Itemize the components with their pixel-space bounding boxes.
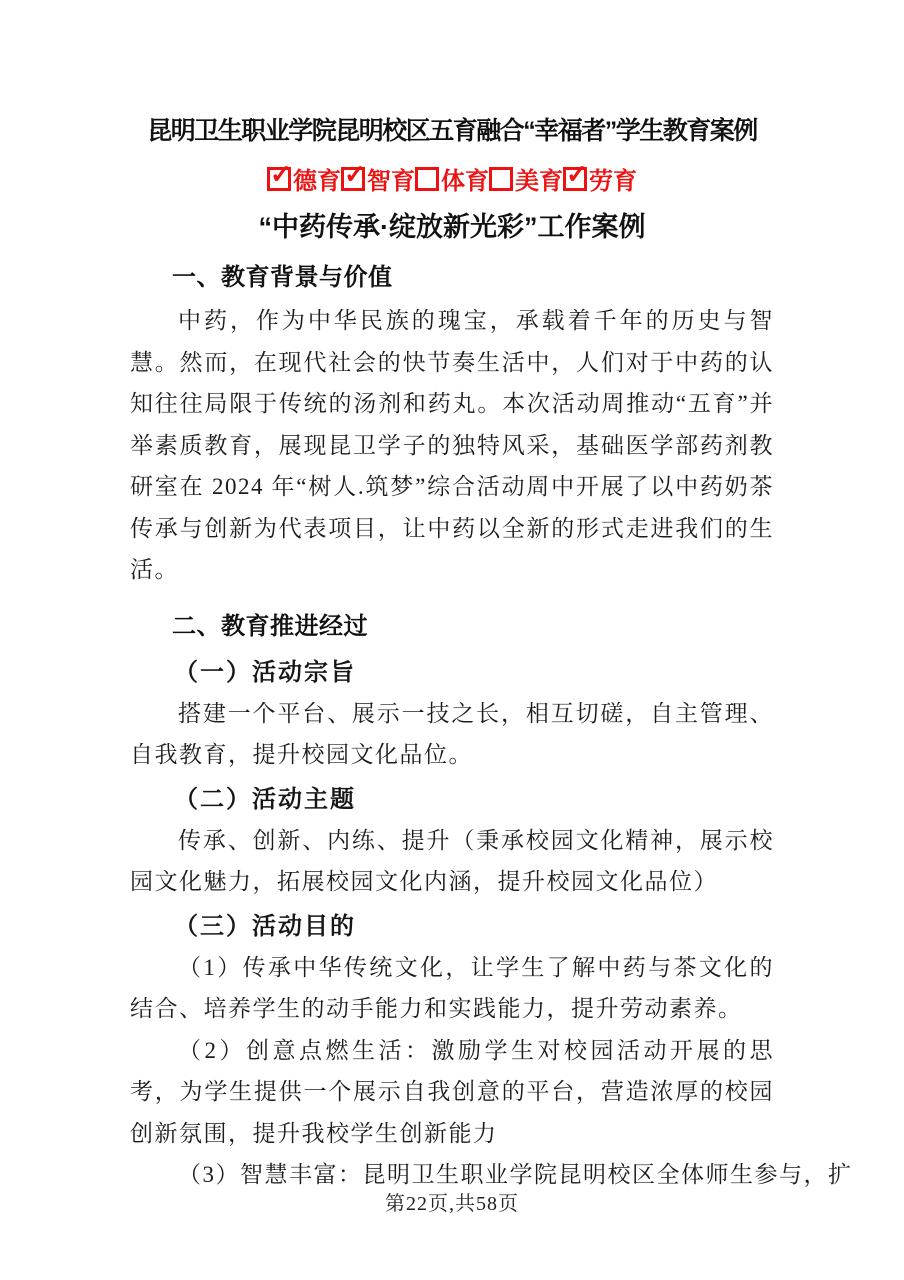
checkbox-item-deyu	[267, 159, 341, 200]
sub2-heading: （二）活动主题	[174, 786, 356, 813]
checkbox-item-meiyu	[489, 164, 563, 200]
doc-title: 昆明卫生职业学院昆明校区五育融合“幸福者”学生教育案例	[147, 117, 757, 145]
sub3-paragraph-1: （1）传承中华传统文化，让学生了解中药与茶文化的结合、培养学生的动手能力和实践能力，提升劳动素养。	[130, 954, 774, 1021]
checkbox-item-laoyu	[563, 159, 637, 200]
check-mark: ✓	[566, 159, 588, 189]
sub2-paragraph: 传承、创新、内练、提升（秉承校园文化精神，展示校园文化魅力，拓展校园文化内涵，提升校园文化品位）	[130, 827, 774, 894]
checkbox-unchecked-icon	[415, 167, 439, 191]
sub3-paragraph-2: （2）创意点燃生活：激励学生对校园活动开展的思考，为学生提供一个展示自我创意的平台，营造浓厚的校园创新氛围，提升我校学生创新能力	[130, 1037, 774, 1146]
checkbox-checked-icon	[563, 159, 588, 191]
document-body	[130, 256, 853, 1196]
check-mark: ✓	[344, 159, 366, 189]
checkbox-label: 智育	[367, 168, 415, 195]
five-education-checkline	[0, 159, 904, 200]
section1-heading: 一、教育背景与价值	[172, 264, 393, 291]
case-title: “中药传承·绽放新光彩”工作案例	[258, 212, 646, 242]
sub1-paragraph: 搭建一个平台、展示一技之长，相互切磋，自主管理、自我教育，提升校园文化品位。	[130, 700, 774, 767]
page-number: 第22页,共58页	[385, 1193, 519, 1215]
section2-heading: 二、教育推进经过	[172, 612, 368, 640]
section1-paragraph: 中药，作为中华民族的瑰宝，承载着千年的历史与智慧。然而，在现代社会的快节奏生活中，人们对于中药的认知往往局限于传统的汤剂和药丸。本次活动周推动“五育”并举素质教育，展现昆卫学子的独特风采，基础医学部药剂教研室在 2024 年“树人.筑梦”综合活动周中开展了以中药奶茶传承与创新为代表项目，让中药以全新的形式走进我们的生活。	[130, 308, 774, 582]
checkbox-label: 德育	[293, 168, 341, 195]
checkbox-label: 体育	[441, 168, 489, 195]
checkbox-checked-icon	[267, 159, 292, 191]
checkbox-item-tiyu	[415, 164, 489, 200]
sub3-heading: （三）活动目的	[174, 913, 356, 940]
check-mark: ✓	[270, 159, 292, 189]
checkbox-label: 美育	[515, 168, 563, 195]
checkbox-unchecked-icon	[489, 167, 513, 191]
checkbox-checked-icon	[341, 159, 366, 191]
sub3-paragraph-3: （3）智慧丰富：昆明卫生职业学院昆明校区全体师生参与，扩	[178, 1162, 853, 1187]
sub1-heading: （一）活动宗旨	[174, 659, 356, 686]
checkbox-item-zhiyu	[341, 159, 415, 200]
checkbox-label: 劳育	[589, 168, 637, 195]
